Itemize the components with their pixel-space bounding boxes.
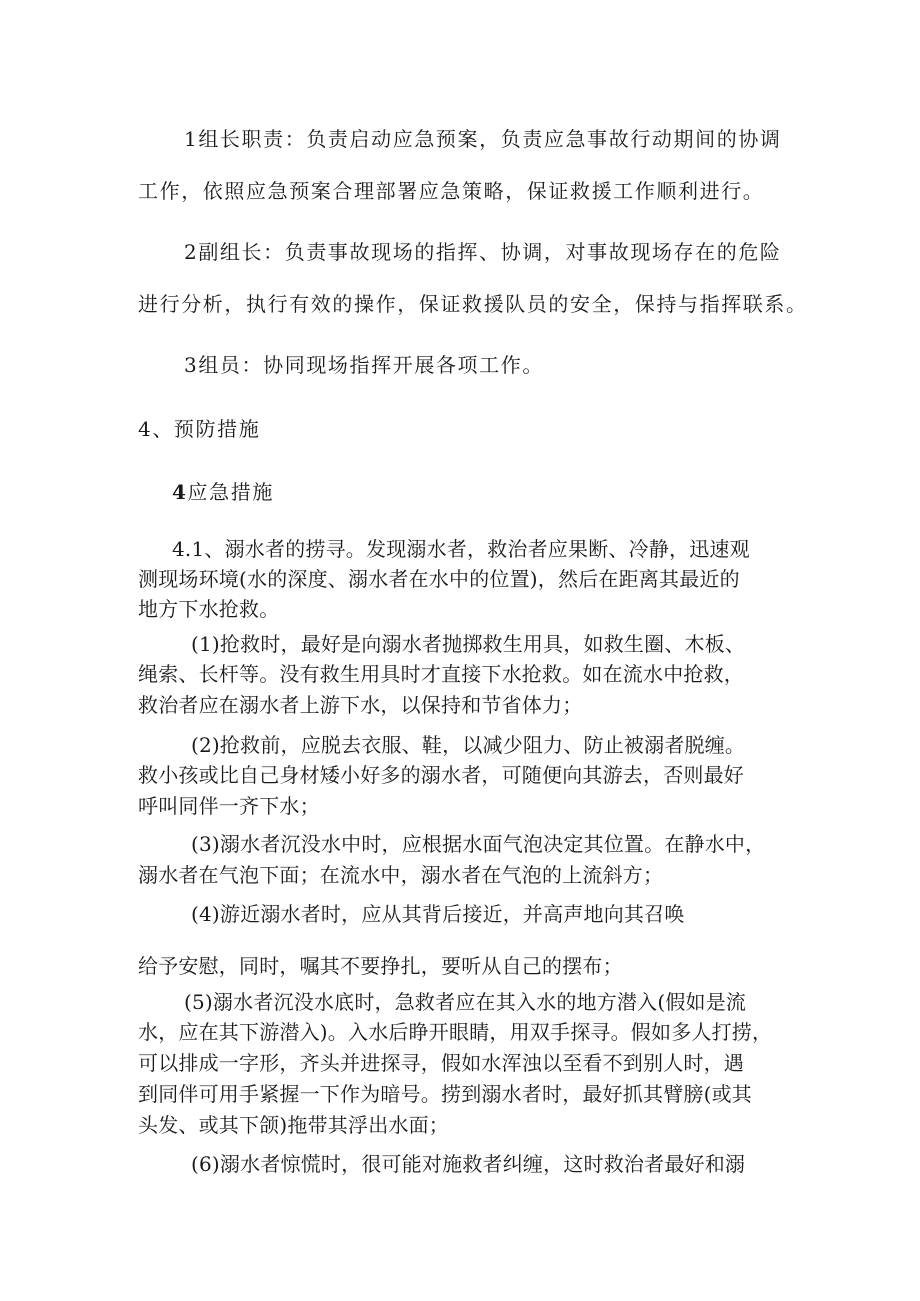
item-3-line-1: (3)溺水者沉没水中时，应根据水面气泡决定其位置。在静水中， <box>191 832 766 856</box>
item-5-line-4: 到同伴可用手紧握一下作为暗号。捞到溺水者时，最好抓其臂膀(或其 <box>138 1082 753 1106</box>
role-member-line: 3组员：协同现场指挥开展各项工作。 <box>184 353 544 377</box>
item-2-line-1: (2)抢救前，应脱去衣服、鞋，以减少阻力、防止被溺者脱缠。 <box>191 733 746 757</box>
section-emergency-heading <box>172 480 274 504</box>
item-4-line-2: 给予安慰，同时，嘱其不要挣扎，要听从自己的摆布； <box>138 954 623 978</box>
item-5-line-5: 头发、或其下颌)拖带其浮出水面； <box>138 1113 450 1137</box>
section-emergency-title: 应急措施 <box>187 480 274 504</box>
item-2-line-3: 呼叫同伴一齐下水； <box>138 794 320 818</box>
role-leader-line-1: 1组长职责：负责启动应急预案，负责应急事故行动期间的协调 <box>184 127 782 151</box>
item-5-line-3: 可以排成一字形，齐头并进探寻，假如水浑浊以至看不到别人时，遇 <box>138 1051 744 1075</box>
item-3-line-2: 溺水者在气泡下面；在流水中，溺水者在气泡的上流斜方； <box>138 863 664 887</box>
item-4-line-1: (4)游近溺水者时，应从其背后接近，并高声地向其召唤 <box>191 902 685 926</box>
item-1-line-3: 救治者应在溺水者上游下水，以保持和节省体力； <box>138 693 583 717</box>
role-deputy-line-1: 2副组长：负责事故现场的指挥、协调，对事故现场存在的危险 <box>184 240 782 264</box>
rescue-search-line-3: 地方下水抢救。 <box>138 597 280 621</box>
item-1-line-2: 绳索、长杆等。没有救生用具时才直接下水抢救。如在流水中抢救， <box>138 662 744 686</box>
rescue-search-line-1: 4.1、溺水者的捞寻。发现溺水者，救治者应果断、冷静，迅速观 <box>172 537 750 561</box>
role-deputy-line-2: 进行分析，执行有效的操作，保证救援队员的安全，保持与指挥联系。 <box>138 292 808 316</box>
item-1-line-1: (1)抢救时，最好是向溺水者抛掷救生用具，如救生圈、木板、 <box>191 632 746 656</box>
role-leader-line-2: 工作，依照应急预案合理部署应急策略，保证救援工作顺利进行。 <box>138 179 765 203</box>
section-emergency-number: 4 <box>172 480 188 504</box>
item-5-line-1: (5)溺水者沉没水底时，急救者应在其入水的地方潜入(假如是流 <box>184 990 747 1014</box>
item-6-line-1: (6)溺水者惊慌时，很可能对施救者纠缠，这时救治者最好和溺 <box>191 1152 746 1176</box>
item-5-line-2: 水，应在其下游潜入)。入水后睁开眼睛，用双手探寻。假如多人打捞， <box>138 1020 773 1044</box>
section-prevention-heading: 4、预防措施 <box>138 417 261 441</box>
item-2-line-2: 救小孩或比自己身材矮小好多的溺水者，可随便向其游去，否则最好 <box>138 763 744 787</box>
rescue-search-line-2: 测现场环境(水的深度、溺水者在水中的位置)，然后在距离其最近的 <box>138 567 740 591</box>
